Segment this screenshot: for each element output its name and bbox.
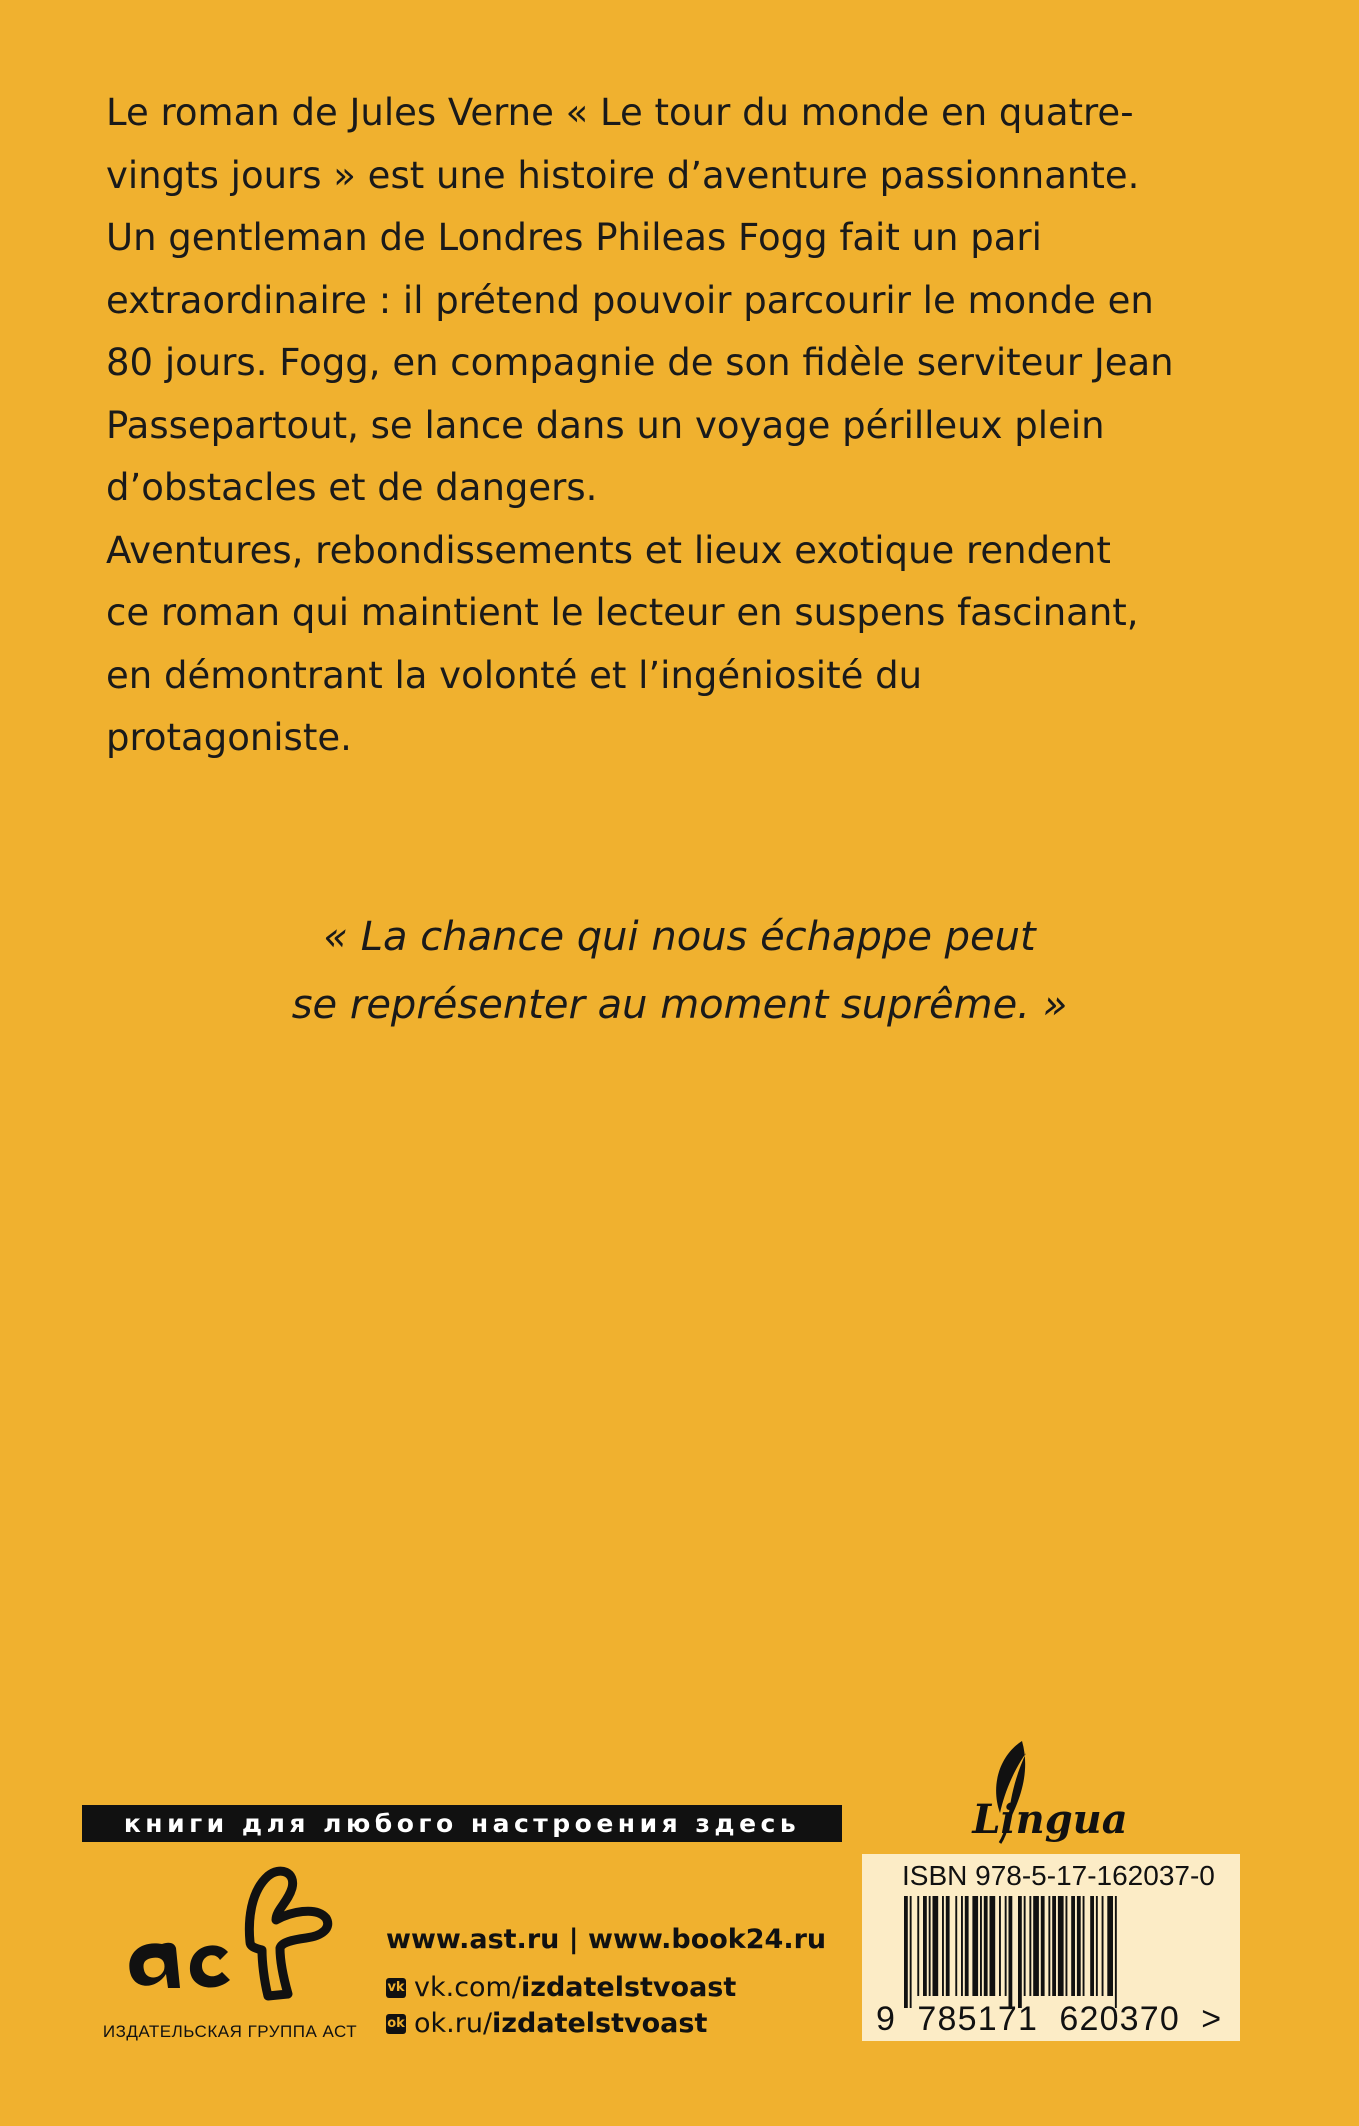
barcode-bar xyxy=(946,1896,950,1996)
barcode-bar xyxy=(1096,1896,1098,1996)
website-links[interactable]: www.ast.ru | www.book24.ru xyxy=(386,1924,827,1955)
blurb-paragraph-2: Aventures, rebondissements et lieux exotique rendent ce roman qui maintient le lecteur en suspens fascinant, en démontrant la volonté et l’ingéniosité du protagoniste. xyxy=(106,528,1139,759)
barcode-bar xyxy=(980,1896,982,1996)
barcode-bar xyxy=(999,1896,1001,1996)
back-cover-blurb xyxy=(106,82,1286,770)
barcode-bar xyxy=(923,1896,927,1996)
ast-logo-graphic xyxy=(100,1862,360,2022)
barcode-bar xyxy=(929,1896,931,1996)
ok-link[interactable] xyxy=(386,2006,836,2042)
ok-icon: ok xyxy=(386,2014,406,2034)
barcode-bar xyxy=(1024,1896,1026,1996)
vk-icon: vk xyxy=(386,1978,406,1998)
barcode-bar xyxy=(1009,1896,1013,2008)
barcode-bar xyxy=(965,1896,969,1996)
barcode-bar xyxy=(1033,1896,1039,1996)
barcode-bar xyxy=(1048,1896,1050,1996)
barcode-bars xyxy=(874,1896,1234,2008)
barcode-bar xyxy=(933,1896,939,1996)
barcode-bar xyxy=(955,1896,957,1996)
barcode-bar xyxy=(1041,1896,1045,1996)
barcode-bar xyxy=(972,1896,978,1996)
barcode-bar xyxy=(942,1896,944,1996)
barcode-bar xyxy=(1005,1896,1007,1996)
vk-link[interactable] xyxy=(386,1970,836,2006)
barcode-bar xyxy=(910,1896,912,2008)
ast-logo xyxy=(100,1862,360,2047)
barcode-bar xyxy=(961,1896,963,1996)
barcode-bar xyxy=(1077,1896,1081,1996)
barcode-bar xyxy=(1102,1896,1104,1996)
vk-prefix: vk.com/ xyxy=(414,1972,521,2003)
vk-handle: izdatelstvoast xyxy=(520,1972,737,2003)
isbn-text: ISBN 978-5-17-162037-0 xyxy=(902,1860,1215,1891)
barcode-bar xyxy=(1090,1896,1094,1996)
barcode-bar xyxy=(1107,1896,1113,1996)
isbn-barcode xyxy=(862,1854,1240,2041)
barcode-bar xyxy=(1058,1896,1064,1996)
barcode-bar xyxy=(1029,1896,1031,1996)
barcode-digits: 9 785171 620370 > xyxy=(876,2000,1223,2038)
barcode-bar xyxy=(984,1896,988,1996)
barcode-bar xyxy=(917,1896,919,1996)
barcode-bar xyxy=(1083,1896,1085,1996)
book-quote: « La chance qui nous échappe peut se représenter au moment suprême. » xyxy=(291,914,1068,1028)
publisher-links xyxy=(386,1920,836,2042)
barcode-bar xyxy=(1052,1896,1056,1996)
publisher-tagline: книги для любого настроения здесь xyxy=(82,1805,842,1842)
barcode-bar xyxy=(1071,1896,1075,1996)
barcode-bar xyxy=(1115,1896,1117,2008)
barcode-bar xyxy=(904,1896,908,2008)
ast-caption: ИЗДАТЕЛЬСКАЯ ГРУППА АСТ xyxy=(102,2022,358,2041)
lingua-wordmark: Lingua xyxy=(972,1796,1128,1843)
blurb-paragraph-1: Le roman de Jules Verne « Le tour du monde en quatre- vingts jours » est une histoire d’aventure passionnante. Un gentleman de Londres Phileas Fogg fait un pari extraordinaire : il prétend pouvoir parcourir le monde en 80 jours. Fogg, en compagnie de son fidèle serviteur Jean Passepartout, se lance dans un voyage périlleux plein d’obstacles et de dangers. xyxy=(106,91,1174,509)
ok-prefix: ok.ru/ xyxy=(414,2008,493,2039)
barcode-bar xyxy=(1066,1896,1068,1996)
ok-handle: izdatelstvoast xyxy=(492,2008,708,2039)
lingua-logo xyxy=(960,1735,1140,1847)
barcode-bar xyxy=(990,1896,996,1996)
barcode-bar xyxy=(1018,1896,1022,2008)
